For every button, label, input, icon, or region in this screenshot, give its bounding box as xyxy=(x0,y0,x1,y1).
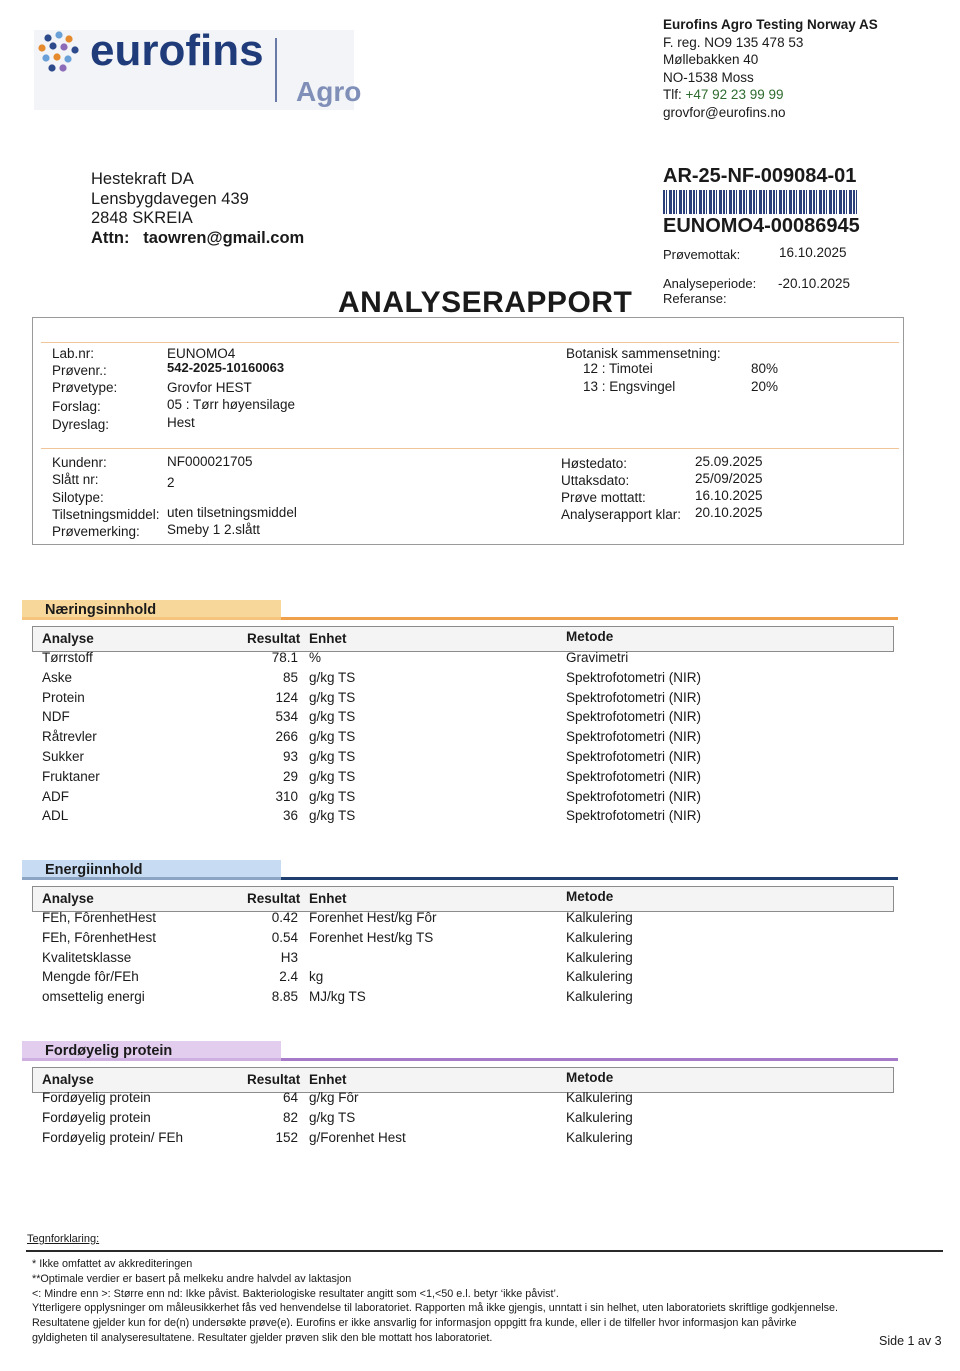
cell-metode: Spektrofotometri (NIR) xyxy=(566,669,702,685)
kundenr-label: Kundenr: xyxy=(52,455,107,470)
header-enhet: Enhet xyxy=(309,891,347,906)
phone-link[interactable]: +47 92 23 99 99 xyxy=(685,87,784,102)
cell-resultat: 0.54 xyxy=(271,929,298,945)
cell-resultat: 2.4 xyxy=(279,969,298,985)
table-row xyxy=(0,650,960,670)
header-enhet: Enhet xyxy=(309,1072,347,1087)
section-title: Fordøyelig protein xyxy=(45,1043,173,1059)
legend-title: Tegnforklaring: xyxy=(27,1233,100,1245)
cell-metode: Kalkulering xyxy=(566,969,633,985)
logo-divider xyxy=(275,38,277,102)
cell-metode: Kalkulering xyxy=(566,929,633,945)
received-label: Prøvemottak: xyxy=(663,247,741,262)
uttaksdato-label: Uttaksdato: xyxy=(561,473,630,488)
page-number: Side 1 av 3 xyxy=(879,1334,942,1348)
table-row xyxy=(0,1130,960,1150)
company-email[interactable]: grovfor@eurofins.no xyxy=(663,104,786,120)
slatt-label: Slått nr: xyxy=(52,472,99,487)
logo-brand: eurofins xyxy=(90,26,264,75)
header-analyse: Analyse xyxy=(42,891,94,906)
cell-analyse: Kvalitetsklasse xyxy=(42,949,132,965)
company-street: Møllebakken 40 xyxy=(663,52,759,67)
cell-resultat: 82 xyxy=(282,1109,298,1125)
cell-resultat: 29 xyxy=(282,768,298,784)
legend-text xyxy=(32,1257,912,1346)
cell-metode: Kalkulering xyxy=(566,1090,633,1105)
section-rule xyxy=(22,877,281,880)
cell-enhet: MJ/kg TS xyxy=(309,989,366,1005)
table-row xyxy=(0,989,960,1009)
cell-metode: Spektrofotometri (NIR) xyxy=(566,788,702,804)
hostedato-label: Høstedato: xyxy=(561,456,628,471)
logo-division: Agro xyxy=(296,76,362,107)
table-header xyxy=(32,886,894,912)
table-row xyxy=(0,690,960,710)
table-row xyxy=(0,1090,960,1110)
period-value: -20.10.2025 xyxy=(778,276,851,291)
section-rule xyxy=(22,617,281,620)
silotype-label: Silotype: xyxy=(52,490,104,505)
recipient-street: Lensbygdavegen 439 xyxy=(91,189,249,208)
reference-label: Referanse: xyxy=(663,291,727,306)
legend-line: **Optimale verdier er basert på melkeku andre halvdel av laktasjon xyxy=(32,1272,352,1285)
legend-divider xyxy=(26,1250,943,1252)
table-row xyxy=(0,789,960,809)
cell-enhet: % xyxy=(309,650,322,665)
dyreslag-label: Dyreslag: xyxy=(52,417,110,432)
table-row xyxy=(0,808,960,828)
divider xyxy=(41,342,899,343)
company-phone: Tlf: +47 92 23 99 99 xyxy=(663,87,784,102)
cell-enhet: g/kg TS xyxy=(309,689,356,705)
table-row xyxy=(0,930,960,950)
botanisk-pct: 20% xyxy=(751,379,779,394)
header-resultat: Resultat xyxy=(247,891,301,906)
botanisk-item: 12 : Timotei xyxy=(583,361,653,376)
company-reg: F. reg. NO9 135 478 53 xyxy=(663,34,804,50)
cell-analyse: Sukker xyxy=(42,749,85,764)
cell-analyse: NDF xyxy=(42,709,70,725)
cell-enhet: g/Forenhet Hest xyxy=(309,1129,406,1145)
legend-line: <: Mindre enn >: Større enn nd: Ikke påvist. Bakteriologiske resultater angitt som <1,<50 e.l. betyr ‘ikke påvist’. xyxy=(32,1287,559,1300)
cell-enhet: g/kg Fôr xyxy=(309,1090,359,1105)
cell-analyse: Fruktaner xyxy=(42,768,100,784)
cell-analyse: Råtrevler xyxy=(42,729,97,745)
table-row xyxy=(0,1110,960,1130)
sample-id: EUNOMO4-00086945 xyxy=(663,215,860,237)
attn-email[interactable]: taowren@gmail.com xyxy=(143,228,305,247)
header-metode: Metode xyxy=(566,629,614,644)
cell-resultat: 0.42 xyxy=(271,910,298,925)
cell-enhet: g/kg TS xyxy=(309,1109,356,1125)
header-resultat: Resultat xyxy=(247,1072,301,1087)
cell-analyse: Tørrstoff xyxy=(42,650,93,665)
cell-enhet: g/kg TS xyxy=(309,709,356,725)
cell-analyse: ADF xyxy=(42,788,69,804)
table-row xyxy=(0,749,960,769)
cell-metode: Kalkulering xyxy=(566,910,633,925)
cell-enhet: g/kg TS xyxy=(309,749,356,764)
slatt-value: 2 xyxy=(167,475,175,490)
cell-metode: Spektrofotometri (NIR) xyxy=(566,689,702,705)
cell-analyse: Protein xyxy=(42,689,85,705)
table-row xyxy=(0,969,960,989)
recipient-name: Hestekraft DA xyxy=(91,170,194,188)
page-title: ANALYSERAPPORT xyxy=(338,286,633,319)
header-resultat: Resultat xyxy=(247,631,301,646)
klar-value: 20.10.2025 xyxy=(695,505,763,520)
report-number: AR-25-NF-009084-01 xyxy=(663,165,857,187)
cell-analyse: omsettelig energi xyxy=(42,989,145,1005)
cell-metode: Kalkulering xyxy=(566,1129,633,1145)
cell-metode: Spektrofotometri (NIR) xyxy=(566,709,702,725)
cell-resultat: 36 xyxy=(282,808,298,824)
cell-resultat: 266 xyxy=(275,729,298,745)
merking-value: Smeby 1 2.slått xyxy=(167,522,261,537)
botanisk-label: Botanisk sammensetning: xyxy=(566,346,721,361)
cell-resultat: 78.1 xyxy=(271,650,298,665)
cell-analyse: ADL xyxy=(42,808,69,824)
table-row xyxy=(0,729,960,749)
legend-line: gyldigheten til analyseresultatene. Resultater gjelder prøven slik den ble mottatt hos laboratoriet. xyxy=(32,1331,493,1344)
provetype-value: Grovfor HEST xyxy=(167,380,252,395)
header-enhet: Enhet xyxy=(309,631,347,646)
recipient-city: 2848 SKREIA xyxy=(91,209,193,227)
cell-enhet: g/kg TS xyxy=(309,808,356,824)
section-title: Næringsinnhold xyxy=(45,602,157,618)
mottatt-value: 16.10.2025 xyxy=(695,488,763,503)
legend-line: Ytterligere opplysninger om måleusikkerhet fås ved henvendelse til laboratoriet. Rapporten må ikke gjengis, unntatt i sin helhet, uten laboratoriets skriftlige godkjennelse. xyxy=(32,1302,839,1315)
cell-metode: Kalkulering xyxy=(566,989,633,1005)
forslag-label: Forslag: xyxy=(52,399,101,414)
section-rule xyxy=(281,617,898,620)
cell-resultat: H3 xyxy=(280,949,298,965)
barcode xyxy=(663,190,858,214)
header-metode: Metode xyxy=(566,1070,614,1085)
table-row xyxy=(0,950,960,970)
cell-enhet: g/kg TS xyxy=(309,768,356,784)
company-name: Eurofins Agro Testing Norway AS xyxy=(663,17,878,32)
section-rule xyxy=(281,877,898,880)
cell-enhet: g/kg TS xyxy=(309,729,356,745)
provenr-label: Prøvenr.: xyxy=(52,363,107,378)
provetype-label: Prøvetype: xyxy=(52,380,118,395)
klar-label: Analyserapport klar: xyxy=(561,507,682,522)
cell-analyse: Aske xyxy=(42,669,73,685)
lab-value: EUNOMO4 xyxy=(167,346,236,361)
table-row xyxy=(0,709,960,729)
uttaksdato-value: 25/09/2025 xyxy=(695,471,763,486)
table-row xyxy=(0,769,960,789)
cell-analyse: Fordøyelig protein xyxy=(42,1109,151,1125)
merking-label: Prøvemerking: xyxy=(52,524,140,539)
cell-analyse: FEh, FôrenhetHest xyxy=(42,929,157,945)
table-row xyxy=(0,910,960,930)
section-rule xyxy=(22,1058,281,1061)
table-header xyxy=(32,626,894,652)
logo-area xyxy=(34,26,362,110)
provenr-value: 542-2025-10160063 xyxy=(167,360,285,375)
cell-resultat: 64 xyxy=(282,1090,298,1105)
cell-analyse: FEh, FôrenhetHest xyxy=(42,910,157,925)
cell-resultat: 310 xyxy=(275,788,298,804)
header-metode: Metode xyxy=(566,889,614,904)
legend-line: Resultatene gjelder kun for de(n) undersøkte prøve(e). Eurofins er ikke ansvarlig for informasjon oppgitt fra kunde, eller i de tilfeller hvor informasjon kan påvirke xyxy=(32,1317,797,1330)
company-address xyxy=(663,16,878,121)
botanisk-item: 13 : Engsvingel xyxy=(583,379,676,394)
period-label: Analyseperiode: xyxy=(663,276,757,291)
cell-resultat: 85 xyxy=(282,669,298,685)
legend-line: * Ikke omfattet av akkrediteringen xyxy=(32,1258,193,1270)
hostedato-value: 25.09.2025 xyxy=(695,454,763,469)
recipient-attn: Attn: taowren@gmail.com xyxy=(91,228,305,247)
kundenr-value: NF000021705 xyxy=(167,454,253,469)
header-analyse: Analyse xyxy=(42,631,94,646)
eurofins-logo-icon xyxy=(36,30,84,78)
table-row xyxy=(0,670,960,690)
cell-resultat: 534 xyxy=(275,709,298,725)
cell-resultat: 152 xyxy=(275,1129,298,1145)
cell-metode: Spektrofotometri (NIR) xyxy=(566,768,702,784)
forslag-value: 05 : Tørr høyensilage xyxy=(167,397,296,412)
dyreslag-value: Hest xyxy=(167,415,195,430)
recipient-address xyxy=(91,170,304,248)
company-city: NO-1538 Moss xyxy=(663,69,754,85)
mottatt-label: Prøve mottatt: xyxy=(561,490,646,505)
header-analyse: Analyse xyxy=(42,1072,94,1087)
sample-info-box xyxy=(32,317,904,545)
cell-metode: Kalkulering xyxy=(566,1109,633,1125)
cell-analyse: Fordøyelig protein xyxy=(42,1090,151,1105)
cell-enhet: Forenhet Hest/kg Fôr xyxy=(309,910,437,925)
cell-metode: Spektrofotometri (NIR) xyxy=(566,808,702,824)
botanisk-pct: 80% xyxy=(751,361,779,376)
cell-metode: Spektrofotometri (NIR) xyxy=(566,729,702,745)
cell-enhet: kg xyxy=(309,969,324,985)
cell-enhet: g/kg TS xyxy=(309,788,356,804)
cell-resultat: 93 xyxy=(282,749,298,764)
cell-metode: Kalkulering xyxy=(566,949,633,965)
received-date: 16.10.2025 xyxy=(779,245,847,260)
cell-analyse: Mengde fôr/FEh xyxy=(42,969,139,985)
cell-metode: Gravimetri xyxy=(566,650,629,665)
cell-enhet: g/kg TS xyxy=(309,669,356,685)
section-rule xyxy=(281,1058,898,1061)
cell-enhet: Forenhet Hest/kg TS xyxy=(309,929,434,945)
cell-analyse: Fordøyelig protein/ FEh xyxy=(42,1129,184,1145)
divider xyxy=(41,448,899,449)
cell-resultat: 124 xyxy=(275,689,298,705)
lab-label: Lab.nr: xyxy=(52,346,95,361)
tilsetning-value: uten tilsetningsmiddel xyxy=(167,505,297,520)
cell-metode: Spektrofotometri (NIR) xyxy=(566,749,702,764)
section-title: Energiinnhold xyxy=(45,862,143,878)
tilsetning-label: Tilsetningsmiddel: xyxy=(52,507,160,522)
cell-resultat: 8.85 xyxy=(271,989,298,1005)
